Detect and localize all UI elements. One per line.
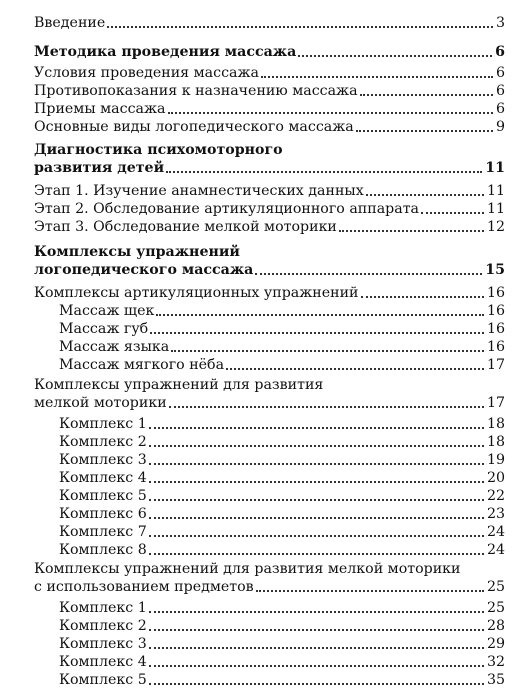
dot-leader	[366, 193, 484, 196]
toc-entry[interactable]	[0, 100, 523, 118]
toc-entry-title: Комплекс 2	[59, 618, 147, 634]
toc-section-title: логопедического массажа	[34, 262, 254, 278]
toc-page-number: 17	[486, 395, 505, 411]
toc-page-number: 19	[486, 452, 505, 468]
toc-entry[interactable]	[0, 523, 523, 541]
dot-leader	[166, 170, 482, 173]
toc-page-number: 6	[495, 83, 505, 99]
toc-subsection-title-line: Комплексы упражнений для развития	[34, 377, 324, 393]
toc-page-number: 23	[486, 506, 505, 522]
toc-page-number: 29	[486, 636, 505, 652]
toc-entry-title: Комплекс 1	[59, 416, 147, 432]
toc-page-number: 16	[486, 321, 505, 337]
toc-subsection-articulation[interactable]	[0, 284, 523, 302]
toc-page-number: 25	[486, 579, 505, 595]
toc-page-number: 25	[486, 600, 505, 616]
toc-entry[interactable]	[0, 451, 523, 469]
toc-entry[interactable]	[0, 356, 523, 374]
dot-leader	[149, 426, 484, 429]
toc-page-number: 18	[486, 434, 505, 450]
toc-entry-title: Массаж мягкого нёба	[59, 357, 225, 373]
toc-entry-title: Комплекс 5	[59, 488, 147, 504]
toc-entry-title: Противопоказания к назначению массажа	[34, 83, 358, 99]
dot-leader	[339, 229, 484, 232]
toc-entry-title: Комплекс 3	[59, 452, 147, 468]
toc-entry-title: Основные виды логопедического массажа	[34, 119, 354, 135]
dot-leader	[421, 211, 484, 214]
toc-page-number: 11	[485, 160, 505, 176]
toc-entry-title: Введение	[34, 15, 106, 31]
toc-page-number: 20	[486, 470, 505, 486]
toc-section-title: Методика проведения массажа	[34, 44, 297, 60]
toc-entry-title: Этап 3. Обследование мелкой моторики	[34, 219, 337, 235]
toc-entry-title: Комплекс 5	[59, 672, 147, 688]
toc-entry[interactable]	[0, 415, 523, 433]
toc-entry-title: Этап 2. Обследование артикуляционного аппарата	[34, 201, 420, 217]
toc-entry[interactable]	[0, 200, 523, 218]
toc-page-number: 9	[495, 119, 505, 135]
dot-leader	[149, 444, 484, 447]
toc-entry-title: Приемы массажа	[34, 101, 166, 117]
dot-leader	[171, 349, 484, 352]
toc-entry-title: Комплекс 7	[59, 524, 147, 540]
toc-subsection-objects[interactable]	[0, 578, 523, 596]
toc-subsection-title-line: Комплексы упражнений для развития мелкой моторики	[34, 561, 461, 577]
toc-entry[interactable]	[0, 617, 523, 635]
toc-section-title-line: Диагностика психомоторного	[34, 142, 283, 158]
toc-entry-title: Этап 1. Изучение анамнестических данных	[34, 183, 364, 199]
toc-entry-title: Комплекс 4	[59, 470, 147, 486]
toc-entry[interactable]	[0, 218, 523, 236]
toc-page-number: 24	[486, 542, 505, 558]
toc-entry-title: Массаж губ	[59, 321, 149, 337]
toc-entry-title: Массаж щек	[59, 303, 155, 319]
toc-page-number: 15	[485, 262, 505, 278]
dot-leader	[168, 111, 493, 114]
toc-page-number: 6	[495, 44, 505, 60]
dot-leader	[149, 664, 484, 667]
toc-entry[interactable]	[0, 82, 523, 100]
toc-entry-title: Комплекс 3	[59, 636, 147, 652]
toc-page-number: 18	[486, 416, 505, 432]
toc-entry[interactable]	[0, 182, 523, 200]
toc-page-number: 16	[486, 303, 505, 319]
toc-section-complexes[interactable]	[0, 261, 523, 279]
toc-entry[interactable]	[0, 433, 523, 451]
dot-leader	[356, 129, 493, 132]
toc-entry[interactable]	[0, 320, 523, 338]
dot-leader	[169, 405, 484, 408]
toc-page-number: 24	[486, 524, 505, 540]
dot-leader	[255, 272, 482, 275]
dot-leader	[156, 313, 484, 316]
toc-entry[interactable]	[0, 64, 523, 82]
dot-leader	[149, 480, 484, 483]
toc-section-title-line: Комплексы упражнений	[34, 244, 240, 260]
dot-leader	[149, 534, 484, 537]
toc-page-number: 32	[486, 654, 505, 670]
toc-page-number: 6	[495, 65, 505, 81]
dot-leader	[149, 498, 484, 501]
toc-entry-title: Условия проведения массажа	[34, 65, 259, 81]
dot-leader	[149, 516, 484, 519]
dot-leader	[150, 331, 484, 334]
dot-leader	[149, 628, 484, 631]
dot-leader	[149, 462, 484, 465]
dot-leader	[149, 610, 484, 613]
toc-entry-title: Массаж языка	[59, 339, 170, 355]
toc-entry[interactable]	[0, 338, 523, 356]
toc-page-number: 11	[486, 183, 505, 199]
toc-page-number: 6	[495, 101, 505, 117]
toc-entry[interactable]	[0, 599, 523, 617]
dot-leader	[361, 295, 484, 298]
toc-page-number: 35	[486, 672, 505, 688]
toc-entry[interactable]	[0, 541, 523, 559]
toc-page-number: 16	[486, 285, 505, 301]
toc-entry[interactable]	[0, 671, 523, 689]
dot-leader	[261, 75, 493, 78]
toc-entry[interactable]	[0, 505, 523, 523]
toc-entry-title: Комплексы артикуляционных упражнений	[34, 285, 359, 301]
toc-entry-title: Комплекс 1	[59, 600, 147, 616]
toc-entry[interactable]	[0, 118, 523, 136]
toc-page-number: 16	[486, 339, 505, 355]
toc-entry-title: Комплекс 6	[59, 506, 147, 522]
dot-leader	[226, 367, 484, 370]
toc-entry[interactable]	[0, 469, 523, 487]
toc-entry[interactable]	[0, 635, 523, 653]
toc-entry-title: мелкой моторики	[34, 395, 167, 411]
toc-entry-intro[interactable]	[0, 14, 523, 32]
dot-leader	[149, 682, 484, 685]
dot-leader	[298, 54, 492, 57]
toc-section-diagnostics[interactable]	[0, 159, 523, 177]
toc-page-number: 17	[486, 357, 505, 373]
dot-leader	[107, 25, 493, 28]
toc-entry[interactable]	[0, 653, 523, 671]
dot-leader	[149, 646, 484, 649]
toc-section-title: развития детей	[34, 160, 165, 176]
toc-page-number: 22	[486, 488, 505, 504]
toc-page-number: 11	[486, 201, 505, 217]
toc-entry-title: с использованием предметов	[34, 579, 254, 595]
toc-page-number: 12	[486, 219, 505, 235]
dot-leader	[149, 552, 484, 555]
toc-entry[interactable]	[0, 487, 523, 505]
dot-leader	[360, 93, 493, 96]
toc-entry-title: Комплекс 4	[59, 654, 147, 670]
toc-page-number: 28	[486, 618, 505, 634]
toc-entry-title: Комплекс 8	[59, 542, 147, 558]
toc-subsection-fine-motor[interactable]	[0, 394, 523, 412]
toc-page-number: 3	[495, 15, 505, 31]
toc-entry[interactable]	[0, 302, 523, 320]
dot-leader	[256, 589, 484, 592]
toc-entry-title: Комплекс 2	[59, 434, 147, 450]
toc-section-methods[interactable]	[0, 43, 523, 61]
